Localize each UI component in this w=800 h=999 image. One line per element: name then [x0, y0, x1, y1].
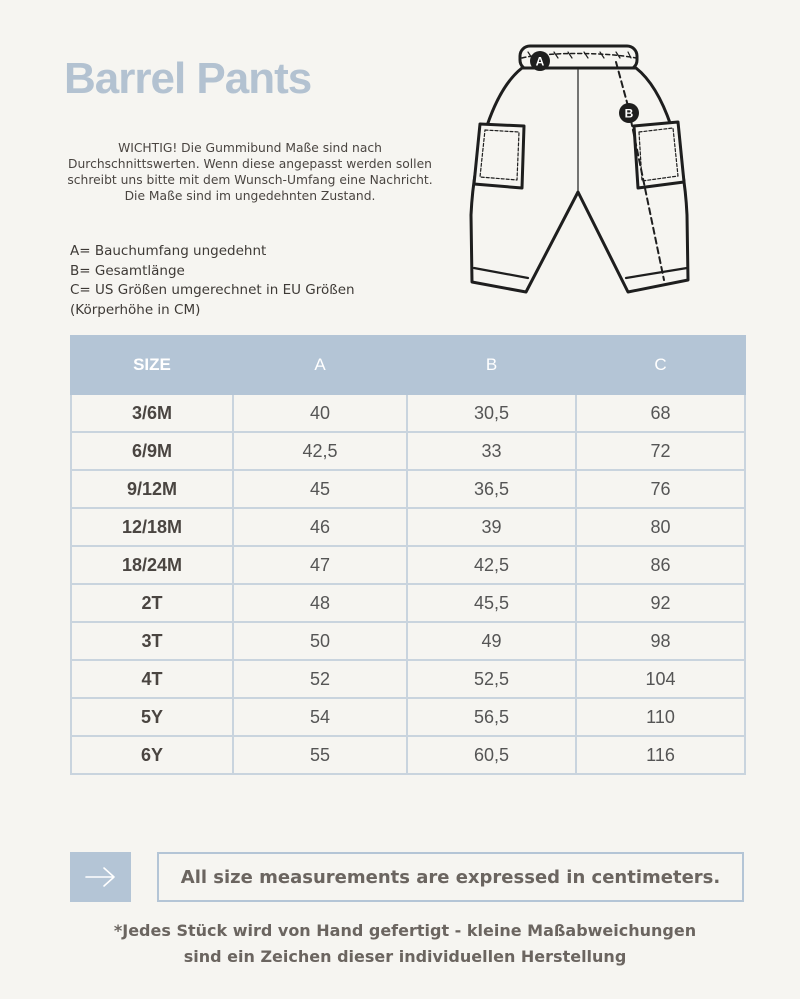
- cell-a: 40: [233, 394, 407, 432]
- notice-line: Die Maße sind im ungedehnten Zustand.: [124, 189, 376, 203]
- cell-c: 104: [576, 660, 745, 698]
- footer-line: sind ein Zeichen dieser individuellen Herstellung: [183, 947, 627, 966]
- legend-line-b: B= Gesamtlänge: [70, 262, 185, 279]
- size-cell: 9/12M: [71, 470, 233, 508]
- measurement-legend: [70, 242, 355, 320]
- cell-c: 76: [576, 470, 745, 508]
- marker-a-label: A: [535, 54, 545, 69]
- cell-a: 50: [233, 622, 407, 660]
- cell-c: 86: [576, 546, 745, 584]
- cell-a: 54: [233, 698, 407, 736]
- cell-a: 52: [233, 660, 407, 698]
- cell-b: 56,5: [407, 698, 576, 736]
- size-cell: 12/18M: [71, 508, 233, 546]
- table-row: [71, 622, 745, 660]
- cell-b: 42,5: [407, 546, 576, 584]
- size-cell: 2T: [71, 584, 233, 622]
- page-title: Barrel Pants: [64, 54, 312, 103]
- cell-a: 47: [233, 546, 407, 584]
- cell-b: 52,5: [407, 660, 576, 698]
- legend-line-c-note: (Körperhöhe in CM): [70, 301, 201, 318]
- size-cell: 5Y: [71, 698, 233, 736]
- table-row: [71, 546, 745, 584]
- cell-b: 60,5: [407, 736, 576, 774]
- cell-b: 36,5: [407, 470, 576, 508]
- legend-line-a: A= Bauchumfang ungedehnt: [70, 243, 267, 259]
- size-table: [70, 335, 746, 775]
- size-cell: 3T: [71, 622, 233, 660]
- table-row: [71, 394, 745, 432]
- notice-line: Durchschnittswerten. Wenn diese angepasst werden sollen: [68, 157, 432, 171]
- header-c: C: [576, 336, 745, 394]
- header-a: A: [233, 336, 407, 394]
- units-note-text: All size measurements are expressed in centimeters.: [180, 866, 721, 888]
- size-cell: 6/9M: [71, 432, 233, 470]
- arrow-box: [70, 852, 131, 902]
- arrow-right-icon: [84, 865, 118, 889]
- table-row: [71, 736, 745, 774]
- header-size: SIZE: [71, 336, 233, 394]
- table-row: [71, 508, 745, 546]
- footer-line: *Jedes Stück wird von Hand gefertigt - kleine Maßabweichungen: [113, 921, 697, 940]
- size-cell: 4T: [71, 660, 233, 698]
- legend-line-c: C= US Größen umgerechnet in EU Größen: [70, 282, 355, 298]
- units-note: [157, 852, 744, 902]
- cell-b: 49: [407, 622, 576, 660]
- cell-a: 55: [233, 736, 407, 774]
- notice-line: WICHTIG! Die Gummibund Maße sind nach: [118, 141, 382, 155]
- cell-b: 45,5: [407, 584, 576, 622]
- table-header-row: [71, 336, 745, 394]
- cell-c: 110: [576, 698, 745, 736]
- table-row: [71, 584, 745, 622]
- cell-a: 48: [233, 584, 407, 622]
- cell-b: 33: [407, 432, 576, 470]
- table-row: [71, 432, 745, 470]
- notice-line: schreibt uns bitte mit dem Wunsch-Umfang eine Nachricht.: [67, 173, 433, 187]
- size-cell: 3/6M: [71, 394, 233, 432]
- cell-a: 45: [233, 470, 407, 508]
- cell-c: 92: [576, 584, 745, 622]
- cell-c: 98: [576, 622, 745, 660]
- cell-c: 80: [576, 508, 745, 546]
- pants-diagram: [466, 40, 726, 300]
- table-row: [71, 470, 745, 508]
- size-cell: 6Y: [71, 736, 233, 774]
- table-row: [71, 660, 745, 698]
- cell-c: 68: [576, 394, 745, 432]
- size-cell: 18/24M: [71, 546, 233, 584]
- header-b: B: [407, 336, 576, 394]
- cell-c: 72: [576, 432, 745, 470]
- important-notice: [60, 140, 440, 204]
- cell-a: 46: [233, 508, 407, 546]
- cell-b: 30,5: [407, 394, 576, 432]
- cell-a: 42,5: [233, 432, 407, 470]
- table-row: [71, 698, 745, 736]
- handmade-footer: [60, 918, 750, 970]
- marker-b-label: B: [624, 106, 634, 121]
- cell-c: 116: [576, 736, 745, 774]
- cell-b: 39: [407, 508, 576, 546]
